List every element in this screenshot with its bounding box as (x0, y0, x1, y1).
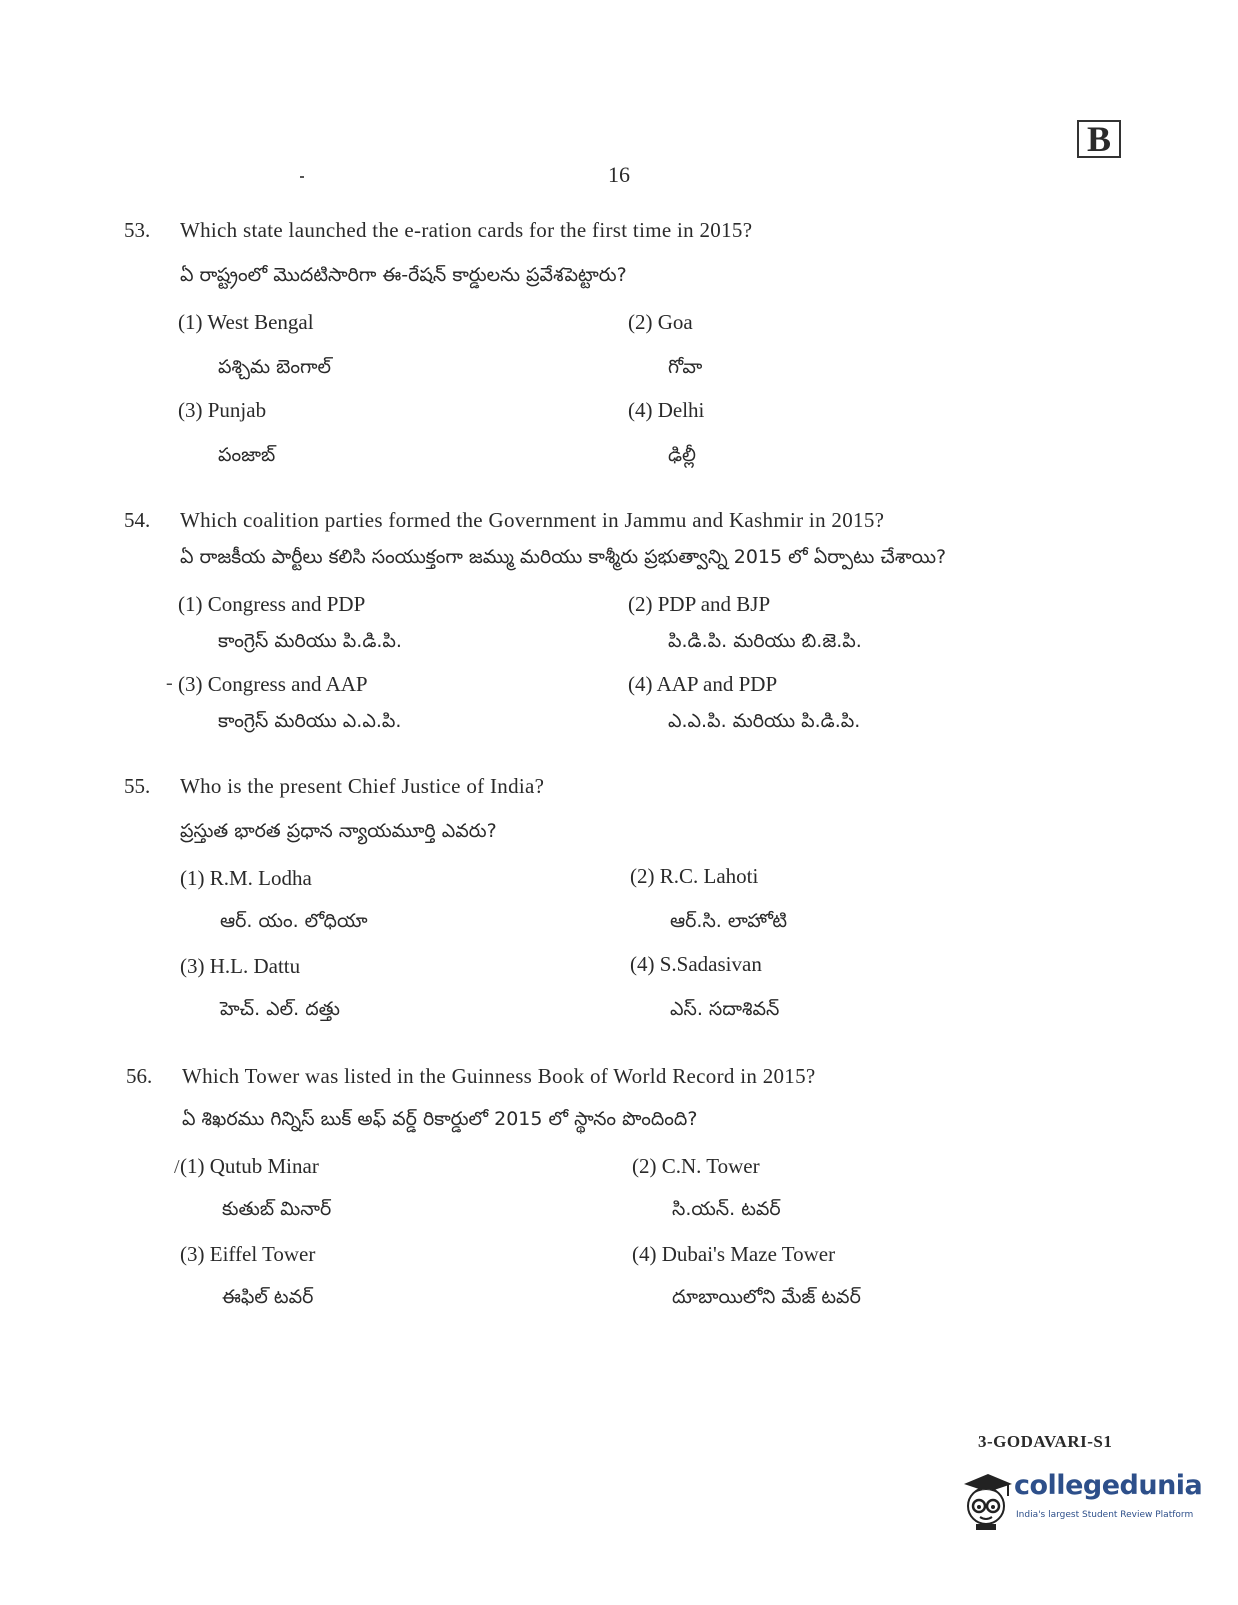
option-4-label: (4) AAP and PDP (628, 672, 778, 696)
option-3-label: (3) Congress and AAP (178, 672, 368, 696)
pencil-tick-mark: / (174, 1156, 180, 1178)
option-1-te: కుతుబ్ మినార్ (222, 1198, 332, 1220)
option-4-label: (4) Dubai's Maze Tower (632, 1242, 836, 1266)
option-2-label: (2) R.C. Lahoti (630, 864, 759, 888)
brand-tagline: India's largest Student Review Platform (1016, 1510, 1194, 1520)
option-4-label: (4) Delhi (628, 398, 705, 422)
option-2-label: (2) PDP and BJP (628, 592, 771, 616)
series-letter: B (1086, 119, 1111, 159)
option-3-te: కాంగ్రెస్ మరియు ఎ.ఎ.పి. (218, 710, 402, 732)
option-4-te: ఎస్. సదాశివన్ (670, 998, 780, 1020)
question-text-en: Which coalition parties formed the Government in Jammu and Kashmir in 2015? (180, 508, 885, 532)
option-2-te: ఆర్.సి. లాహోటి (670, 910, 788, 932)
question-number: 56. (126, 1064, 153, 1088)
series-code-box (1077, 120, 1121, 158)
brand-name: collegedunia (1014, 1470, 1203, 1501)
pencil-tick-mark: - (166, 672, 173, 694)
collegedunia-logo (958, 1466, 1203, 1536)
question-text-te: ఏ రాష్ట్రంలో మొదటిసారిగా ఈ-రేషన్ కార్డులను ప్రవేశపెట్టారు? (180, 264, 627, 286)
option-3-te: పంజాబ్ (218, 444, 276, 466)
option-2-te: గోవా (668, 356, 703, 378)
option-1-te: పశ్చిమ బెంగాల్ (218, 356, 331, 378)
question-text-te: ఏ రాజకీయ పార్టీలు కలిసి సంయుక్తంగా జమ్ము మరియు కాశ్మీరు ప్రభుత్వాన్ని 2015 లో ఏర్పాటు చేశాయి? (180, 546, 947, 568)
option-1-te: కాంగ్రెస్ మరియు పి.డి.పి. (218, 630, 402, 652)
question-text-en: Which state launched the e-ration cards for the first time in 2015? (180, 218, 753, 242)
page-number: 16 (608, 162, 630, 187)
question-text-en: Who is the present Chief Justice of India? (180, 774, 545, 798)
question-text-en: Which Tower was listed in the Guinness Book of World Record in 2015? (182, 1064, 816, 1088)
option-4-te: దూబాయిలోని మేజ్ టవర్ (672, 1286, 861, 1308)
option-4-te: ఢిల్లీ (668, 444, 696, 466)
option-2-label: (2) C.N. Tower (632, 1154, 760, 1178)
option-1-label: (1) West Bengal (178, 310, 314, 334)
option-3-te: హెచ్. ఎల్. దత్తు (220, 998, 340, 1020)
mascot-icon (958, 1466, 1014, 1532)
question-number: 55. (124, 774, 151, 798)
option-4-te: ఎ.ఎ.పి. మరియు పి.డి.పి. (668, 710, 861, 732)
option-2-te: సి.యన్. టవర్ (672, 1198, 781, 1220)
option-1-te: ఆర్. యం. లోధియా (220, 910, 368, 932)
option-4-label: (4) S.Sadasivan (630, 952, 762, 976)
option-2-label: (2) Goa (628, 310, 693, 334)
question-number: 54. (124, 508, 151, 532)
option-3-label: (3) Eiffel Tower (180, 1242, 316, 1266)
question-number: 53. (124, 218, 151, 242)
option-1-label: (1) Congress and PDP (178, 592, 366, 616)
option-3-label: (3) Punjab (178, 398, 267, 422)
option-2-te: పి.డి.పి. మరియు బి.జె.పి. (668, 630, 862, 652)
question-text-te: ఏ శిఖరము గిన్నిస్ బుక్ అఫ్ వర్డ్ రికార్డులో 2015 లో స్థానం పొందింది? (182, 1108, 698, 1130)
option-3-te: ఈఫిల్ టవర్ (222, 1286, 314, 1308)
option-1-label: (1) R.M. Lodha (180, 866, 312, 890)
option-1-label: (1) Qutub Minar (180, 1154, 319, 1178)
paper-code: 3-GODAVARI-S1 (978, 1432, 1113, 1451)
question-text-te: ప్రస్తుత భారత ప్రధాన న్యాయమూర్తి ఎవరు? (180, 820, 497, 842)
stray-mark (300, 176, 304, 178)
option-3-label: (3) H.L. Dattu (180, 954, 301, 978)
